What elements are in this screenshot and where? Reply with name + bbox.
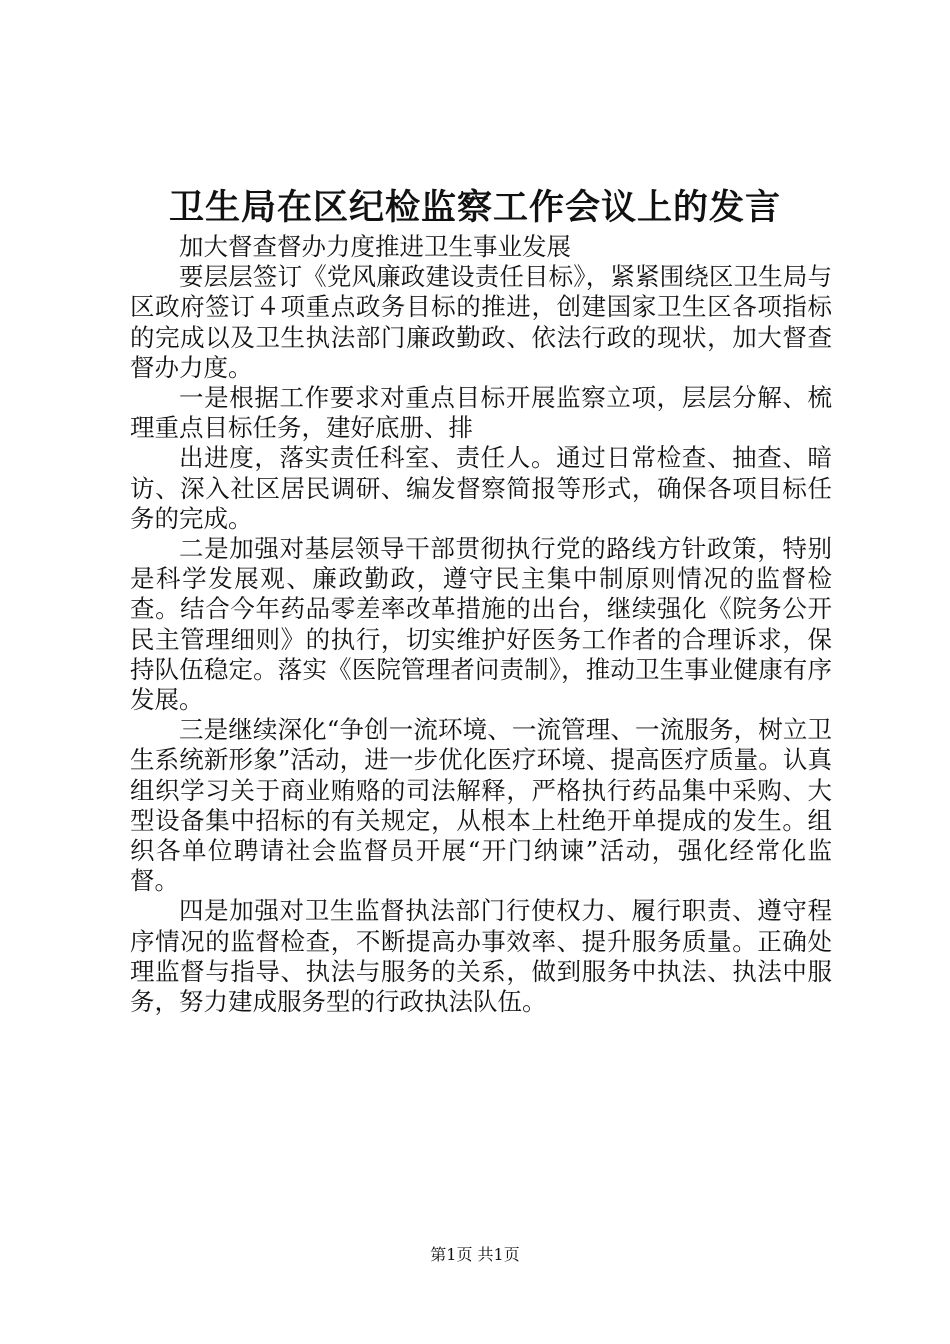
body-paragraph-5: 三是继续深化“争创一流环境、一流管理、一流服务，树立卫生系统新形象”活动，进一步优化医疗环境、提高医疗质量。认真组织学习关于商业贿赂的司法解释，严格执行药品集中采购、大型设备集中招标的有关规定，从根本上杜绝开单提成的发生。组织各单位聘请社会监督员开展“开门纳谏”活动，强化经常化监督。 [130,715,832,896]
subtitle-paragraph: 加大督查督办力度推进卫生事业发展 [179,232,571,261]
body-paragraph-6: 四是加强对卫生监督执法部门行使权力、履行职责、遵守程序情况的监督检查，不断提高办事效率、提升服务质量。正确处理监督与指导、执法与服务的关系，做到服务中执法、执法中服务，努力建成服务型的行政执法队伍。 [130,896,832,1017]
body-paragraph-1: 要层层签订《党风廉政建设责任目标》，紧紧围绕区卫生局与区政府签订４项重点政务目标的推进，创建国家卫生区各项指标的完成以及卫生执法部门廉政勤政、依法行政的现状，加大督查督办力度。 [130,262,832,382]
body-paragraph-4: 二是加强对基层领导干部贯彻执行党的路线方针政策，特别是科学发展观、廉政勤政，遵守民主集中制原则情况的监督检查。结合今年药品零差率改革措施的出台，继续强化《院务公开民主管理细则》的执行，切实维护好医务工作者的合理诉求，保持队伍稳定。落实《医院管理者问责制》，推动卫生事业健康有序发展。 [130,534,832,715]
document-body [130,232,832,1017]
body-paragraph-2: 一是根据工作要求对重点目标开展监察立项，层层分解、梳理重点目标任务，建好底册、排 [130,383,832,443]
page-number-footer: 第1页 共1页 [430,1245,520,1264]
document-title: 卫生局在区纪检监察工作会议上的发言 [168,187,781,228]
body-paragraph-3: 出进度，落实责任科室、责任人。通过日常检查、抽查、暗访、深入社区居民调研、编发督察简报等形式，确保各项目标任务的完成。 [130,443,832,533]
